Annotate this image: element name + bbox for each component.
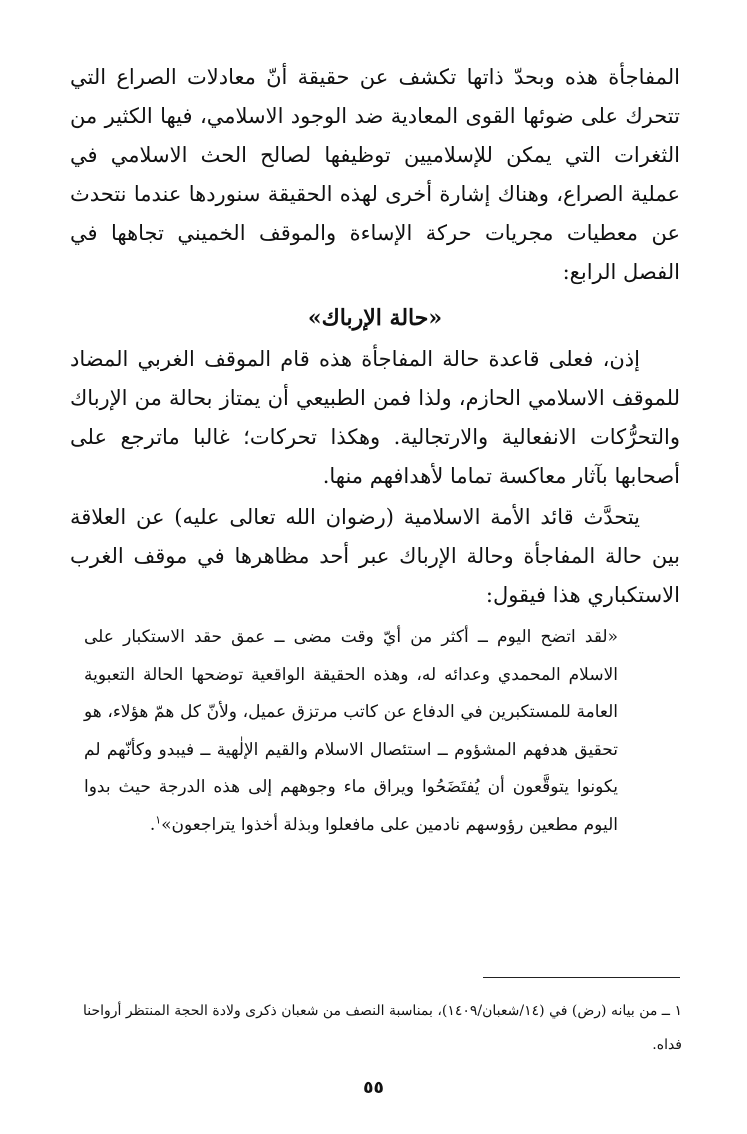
page-body xyxy=(70,58,680,844)
footnote-divider xyxy=(483,977,680,978)
footnote-marker: ١ xyxy=(155,812,162,826)
paragraph-2: إذن، فعلى قاعدة حالة المفاجأة هذه قام الموقف الغربي المضاد للموقف الاسلامي الحازم، ولذا فمن الطبيعي أن يمتاز بحالة من الإرباك والتحرُّكات الانفعالية والارتجالية. وهكذا تحركات؛ غالبا ماترجع على أصحابها بآثار معاكسة تماما لأهدافهم منها. xyxy=(70,347,680,488)
paragraph-1: المفاجأة هذه وبحدّ ذاتها تكشف عن حقيقة أنّ معادلات الصراع التي تتحرك على ضوئها القوى المعادية ضد الوجود الاسلامي، فيها الكثير من الثغرات التي يمكن للإسلاميين توظيفها لصالح الحث الاسلامي في عملية الصراع، وهناك إشارة أخرى لهذه الحقيقة سنوردها عندما نتحدث عن معطيات مجريات حركة الإساءة والموقف الخميني تجاهها في الفصل الرابع: xyxy=(70,65,680,284)
paragraph-3: يتحدَّث قائد الأمة الاسلامية (رضوان الله تعالى عليه) عن العلاقة بين حالة المفاجأة وحالة الإرباك عبر أحد مظاهرها في موقف الغرب الاستكباري هذا فيقول: xyxy=(70,505,680,607)
footnote: ١ ــ من بيانه (رض) في (١٤/شعبان/١٤٠٩)، بمناسبة النصف من شعبان ذكرى ولادة الحجة المنتظر أرواحنا فداه. xyxy=(82,1003,682,1053)
page-number: ٥٥ xyxy=(363,1078,384,1098)
section-heading: «حالة الإرباك» xyxy=(307,305,443,331)
quotation-text: «لقد اتضح اليوم ــ أكثر من أيّ وقت مضى ــ عمق حقد الاستكبار على الاسلام المحمدي وعدائه له، وهذه الحقيقة الواقعية توضحها الحالة التعبوية العامة للمستكبرين في الدفاع عن كاتب مرتزق عميل، ولأنّ كل همّ هؤلاء، هو تحقيق هدفهم المشؤوم ــ استئصال الاسلام والقيم الإلٰهية ــ فيبدو وكأنّهم لم يكونوا يتوقَّعون أن يُفتَضَحُوا ويراق ماء وجوههم إلى هذه الدرجة حيث بدوا اليوم مطعين رؤوسهم نادمين على مافعلوا وبذلة أخذوا يتراجعون» xyxy=(84,627,618,835)
quotation-block: «لقد اتضح اليوم ــ أكثر من أيّ وقت مضى ــ عمق حقد الاستكبار على الاسلام المحمدي وعدائه له، وهذه الحقيقة الواقعية توضحها الحالة التعبوية العامة للمستكبرين في الدفاع عن كاتب مرتزق عميل، ولأنّ كل همّ هؤلاء، هو تحقيق هدفهم المشؤوم ــ استئصال الاسلام والقيم الإلٰهية ــ فيبدو وكأنّهم لم يكونوا يتوقَّعون أن يُفتَضَحُوا ويراق ماء وجوههم إلى هذه الدرجة حيث بدوا اليوم مطعين رؤوسهم نادمين على مافعلوا وبذلة أخذوا يتراجعون»$^١$. xyxy=(84,627,618,835)
